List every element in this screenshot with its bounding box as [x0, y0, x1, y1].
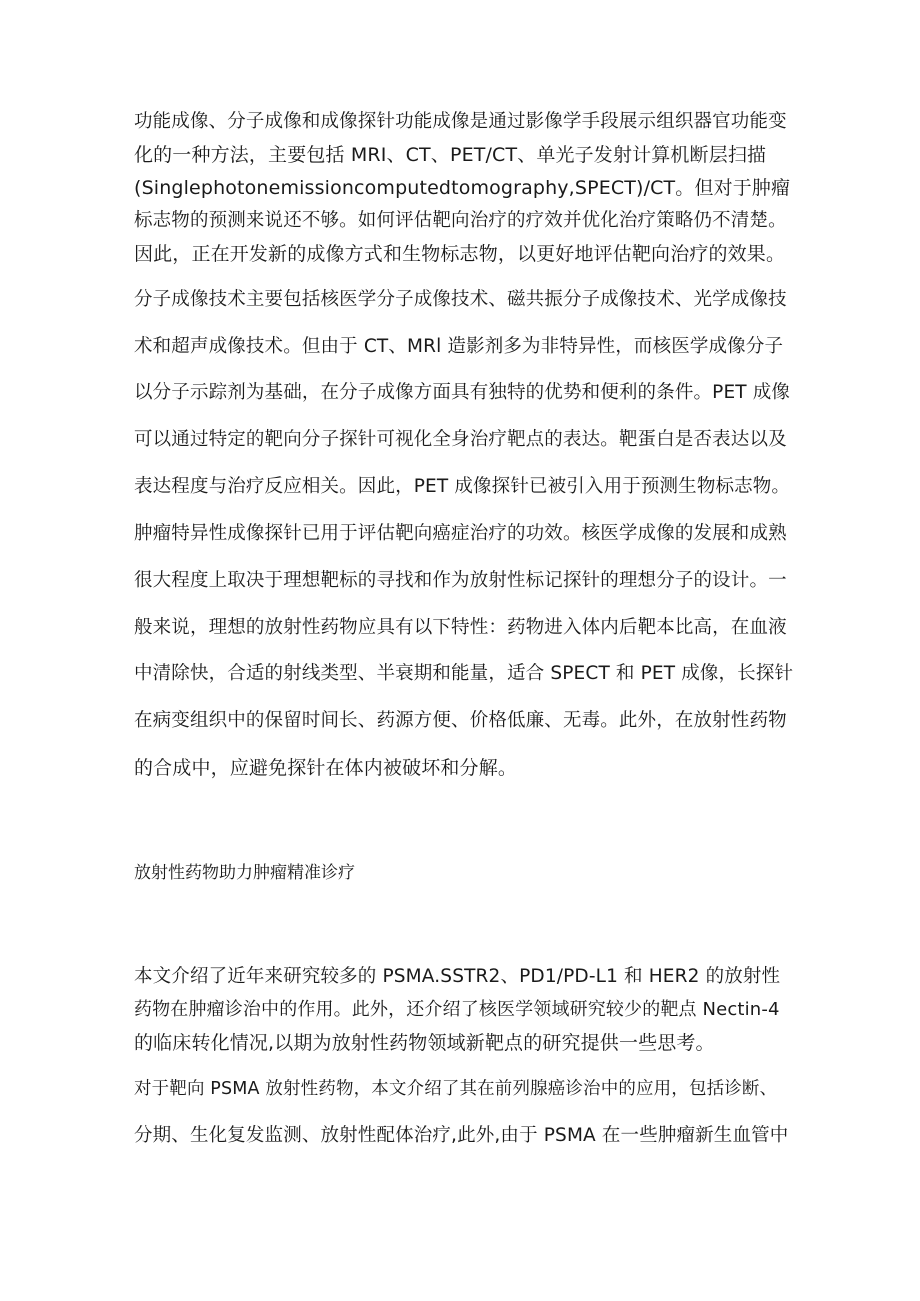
paragraph3-line6: 的合成中，应避免探针在体内被破坏和分解。	[134, 757, 518, 779]
paragraph1-line2: 化的一种方法，主要包括 MRI、CT、PET/CT、单光子发射计算机断层扫描	[134, 144, 767, 166]
paragraph4-line2: 药物在肿瘤诊治中的作用。此外，还介绍了核医学领域研究较少的靶点 Nectin-4	[134, 999, 780, 1020]
paragraph1-line4: 标志物的预测来说还不够。如何评估靶向治疗的疗效并优化治疗策略仍不清楚。	[134, 210, 787, 231]
paragraph4-line3: 的临床转化情况,以期为放射性药物领域新靶点的研究提供一些思考。	[134, 1032, 715, 1054]
paragraph3-line4: 中清除快，合适的射线类型、半衰期和能量，适合 SPECT 和 PET 成像，长探针	[134, 663, 794, 684]
paragraph1-line1: 功能成像、分子成像和成像探针功能成像是通过影像学手段展示组织器官功能变	[134, 111, 787, 132]
paragraph5-line1: 对于靶向 PSMA 放射性药物，本文介绍了其在前列腺癌诊治中的应用，包括诊断、	[134, 1079, 778, 1099]
paragraph2-line3: 以分子示踪剂为基础，在分子成像方面具有独特的优势和便利的条件。PET 成像	[134, 382, 791, 403]
section-heading: 放射性药物助力肿瘤精准诊疗	[134, 863, 355, 883]
paragraph3-line1: 肿瘤特异性成像探针已用于评估靶向癌症治疗的功效。核医学成像的发展和成熟	[134, 523, 787, 544]
paragraph2-line1: 分子成像技术主要包括核医学分子成像技术、磁共振分子成像技术、光学成像技	[134, 289, 787, 310]
paragraph2-line4: 可以通过特定的靶向分子探针可视化全身治疗靶点的表达。靶蛋白是否表达以及	[134, 429, 787, 450]
paragraph3-line2: 很大程度上取决于理想靶标的寻找和作为放射性标记探针的理想分子的设计。一	[134, 570, 787, 591]
paragraph2-line5: 表达程度与治疗反应相关。因此，PET 成像探针已被引入用于预测生物标志物。	[134, 476, 791, 497]
paragraph5-line2: 分期、生化复发监测、放射性配体治疗,此外,由于 PSMA 在一些肿瘤新生血管中	[134, 1125, 789, 1146]
paragraph1-line3: (Singlephotonemissioncomputedtomography,SPECT)/CT。但对于肿瘤	[134, 177, 791, 199]
paragraph1-line5: 因此，正在开发新的成像方式和生物标志物，以更好地评估靶向治疗的效果。	[134, 243, 786, 265]
paragraph3-line5: 在病变组织中的保留时间长、药源方便、价格低廉、无毒。此外，在放射性药物	[134, 710, 787, 731]
paragraph4-line1: 本文介绍了近年来研究较多的 PSMA.SSTR2、PD1/PD-L1 和 HER2 的放射性	[134, 966, 781, 987]
paragraph2-line2: 术和超声成像技术。但由于 CT、MRl 造影剂多为非特异性，而核医学成像分子	[134, 336, 784, 357]
paragraph3-line3: 般来说，理想的放射性药物应具有以下特性：药物进入体内后靶本比高，在血液	[134, 617, 787, 638]
